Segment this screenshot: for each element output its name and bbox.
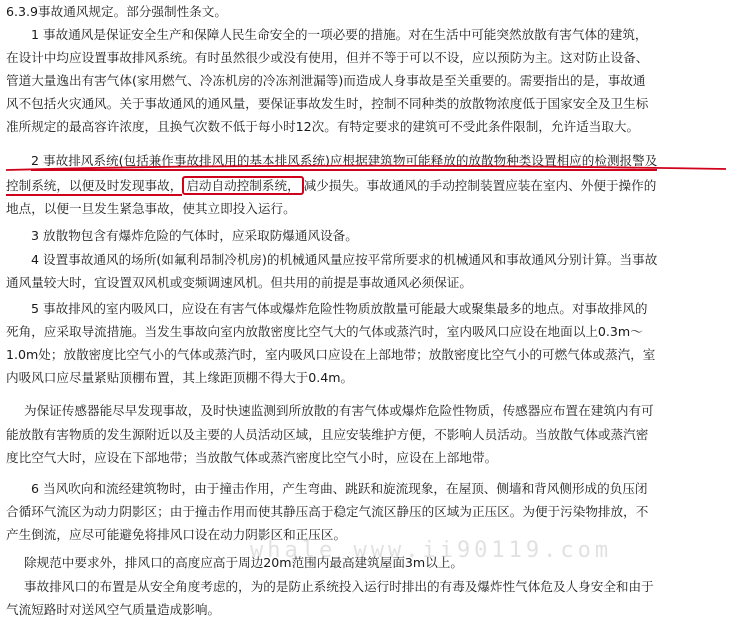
paragraph-line: 风不包括火灾通风。关于事故通风的通风量，要保证事故发生时，控制不同种类的放散物浓度低于国家安全及卫生标 bbox=[6, 96, 649, 111]
paragraph-line: 度比空气大时，应设在下部地带；当放散气体或蒸汽密度比空气小时，应设在上部地带。 bbox=[6, 450, 498, 465]
red-underline-text: 2 事故排风系统(包括兼作事故排风用的基本排风系统)应根据建筑物可能释放的放散物种类设置相应的检测报警及 bbox=[31, 153, 657, 171]
paragraph-line: 在设计中均应设置事故排风系统。有时虽然很少或没有使用，但并不等于可以不设，应以预防为主。这对防止设备、 bbox=[6, 50, 649, 65]
paragraph-line: 能放散有害物质的发生源附近以及主要的人员活动区域，且应安装维护方便，不影响人员活动。当放散气体或蒸汽密 bbox=[6, 427, 649, 442]
paragraph-line: 事故排风口的布置是从安全角度考虑的，为的是防止系统投入运行时排出的有毒及爆炸性气体危及人身安全和由于 bbox=[24, 579, 654, 594]
red-box-annotation: 启动自动控制系统， bbox=[182, 176, 303, 195]
paragraph-line: 除规范中要求外，排风口的高度应高于周边20m范围内最高建筑屋面3m以上。 bbox=[24, 555, 463, 570]
paragraph-line: 内吸风口应尽量紧贴顶棚布置，其上缘距顶棚不得大于0.4m。 bbox=[6, 370, 354, 385]
paragraph-line: 1.0m处；放散密度比空气小的气体或蒸汽时，室内吸风口应设在上部地带；放散密度比空气小的可燃气体或蒸汽，室 bbox=[6, 347, 656, 362]
red-underline-text: 控制系统，以便及时发现事故， bbox=[6, 178, 182, 196]
paragraph-line: 3 放散物包含有爆炸危险的气体时，应采取防爆通风设备。 bbox=[31, 228, 358, 243]
paragraph-line: 死角，应采取导流措施。当发生事故向室内放散密度比空气大的气体或蒸汽时，室内吸风口应设在地面以上0.3m～ bbox=[6, 324, 643, 339]
paragraph-line: 产生倒流，应尽可能避免将排风口设在动力阴影区和正压区。 bbox=[6, 527, 347, 542]
watermark: whale www.ii90119.com bbox=[250, 538, 613, 563]
paragraph-line: 管道大量逸出有害气体(家用燃气、冷冻机房的冷冻剂泄漏等)而造成人身事故是至关重要的。需要指出的是，事故通 bbox=[6, 73, 646, 88]
paragraph-line: 4 设置事故通风的场所(如氟利昂制冷机房)的机械通风量应按平常所要求的机械通风和事故通风分别计算。当事故 bbox=[31, 252, 658, 267]
paragraph-line: 地点，以便一旦发生紧急事故，使其立即投入运行。 bbox=[6, 201, 296, 216]
paragraph-line-highlighted bbox=[31, 150, 729, 171]
paragraph-line: 1 事故通风是保证安全生产和保障人民生命安全的一项必要的措施。对在生活中可能突然放散有害气体的建筑， bbox=[31, 27, 648, 42]
paragraph-text: 减少损失。事故通风的手动控制装置应装在室内、外便于操作的 bbox=[303, 178, 657, 193]
paragraph-line: 为保证传感器能尽早发现事故，及时快速监测到所放散的有害气体或爆炸危险性物质，传感器应布置在建筑内有可 bbox=[24, 403, 654, 418]
section-heading: 6.3.9事故通风规定。部分强制性条文。 bbox=[6, 4, 227, 19]
paragraph-line: 6 当风吹向和流经建筑物时，由于撞击作用，产生弯曲、跳跃和旋流现象，在屋顶、侧墙和背风侧形成的负压闭 bbox=[31, 481, 648, 496]
paragraph-line: 合循环气流区为动力阴影区；由于撞击作用而使其静压高于稳定气流区静压的区域为正压区。为便于污染物排放，不 bbox=[6, 504, 649, 519]
paragraph-line: 通风量较大时，宜设置双风机或变频调速风机。但共用的前提是事故通风必须保证。 bbox=[6, 275, 472, 290]
paragraph-line-highlighted bbox=[6, 175, 729, 196]
paragraph-line: 气流短路时对送风空气质量造成影响。 bbox=[6, 602, 221, 617]
paragraph-line: 5 事故排风的室内吸风口，应设在有害气体或爆炸危险性物质放散量可能最大或聚集最多的地点。对事故排风的 bbox=[31, 301, 648, 316]
paragraph-line: 准所规定的最高容许浓度，且换气次数不低于每小时12次。有特定要求的建筑可不受此条件限制，允许适当取大。 bbox=[6, 119, 640, 134]
